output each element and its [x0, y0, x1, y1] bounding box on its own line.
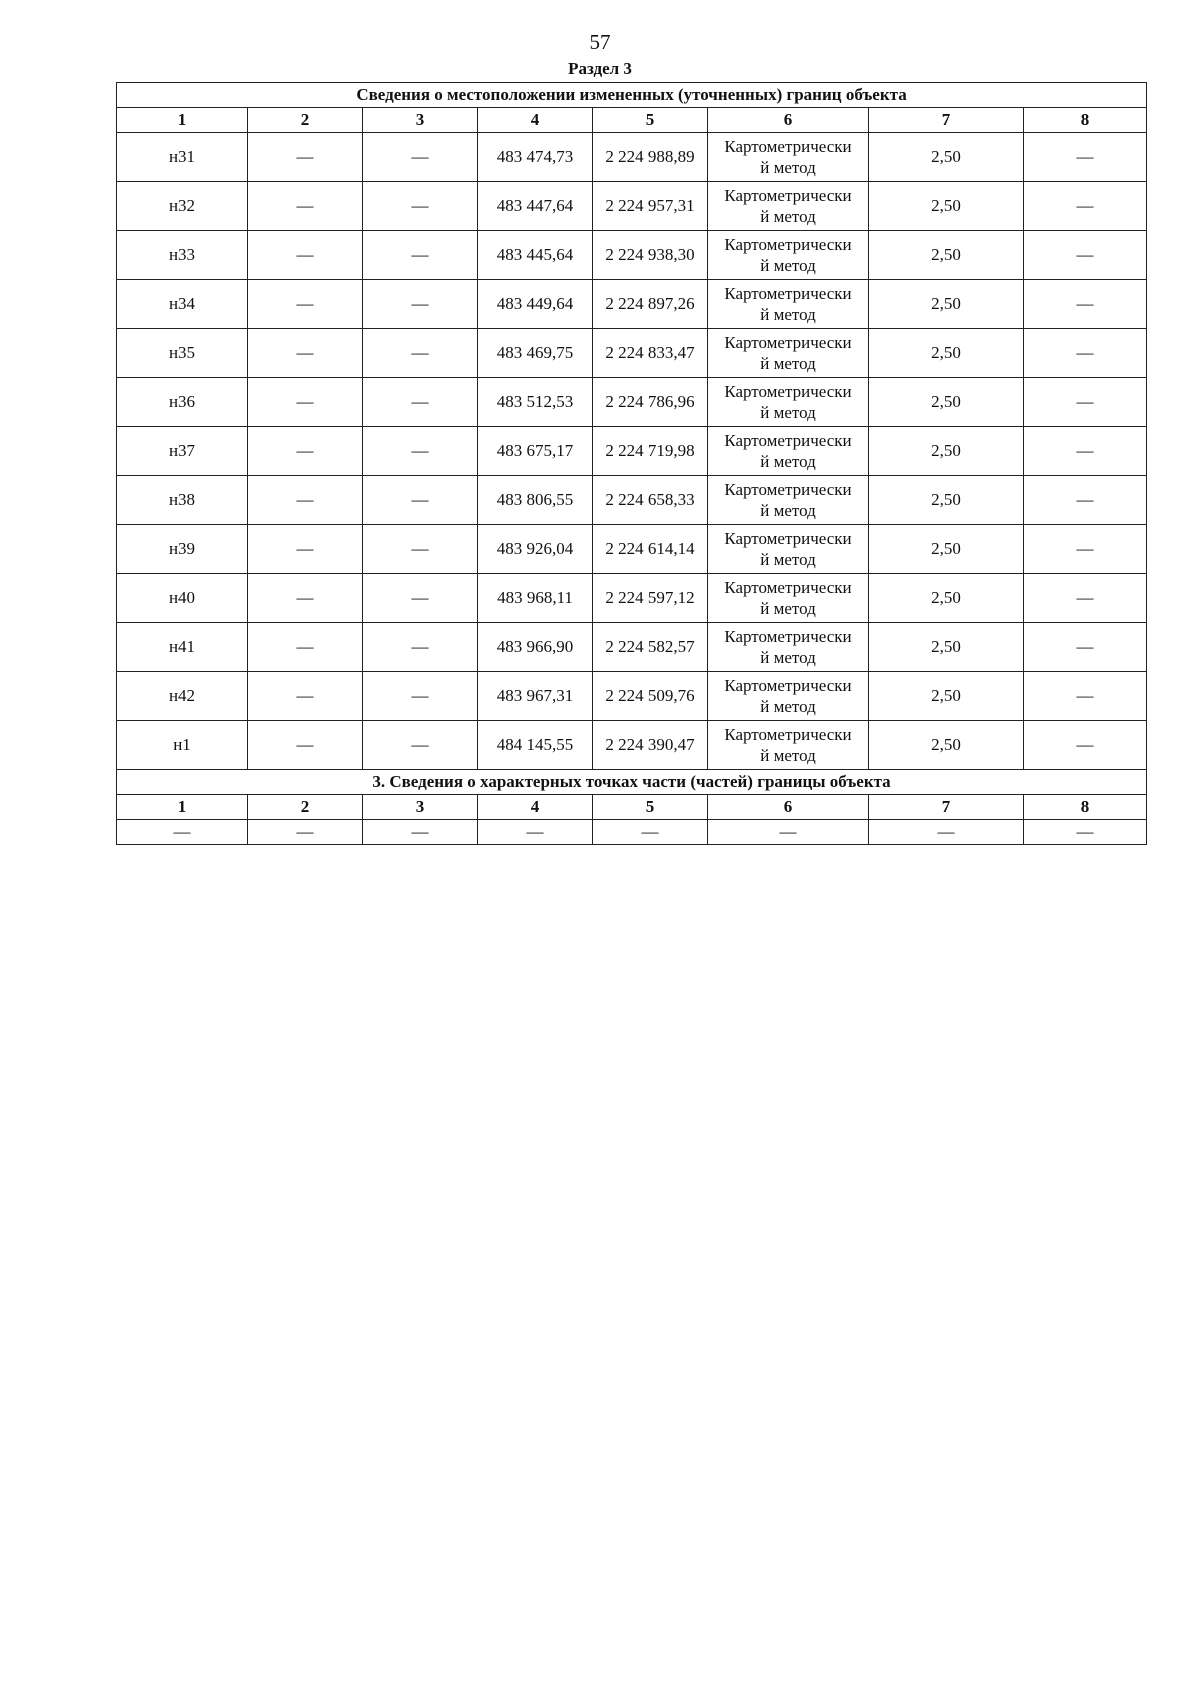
method-cell	[708, 476, 869, 525]
empty-value-cell: —	[248, 623, 363, 672]
table1-caption: Сведения о местоположении измененных (уточненных) границ объекта	[117, 83, 1147, 108]
table2-caption-row	[117, 770, 1147, 795]
x-coordinate-cell: 483 469,75	[478, 329, 593, 378]
table-row	[117, 820, 1147, 845]
method-cell	[708, 672, 869, 721]
point-name-cell: н33	[117, 231, 248, 280]
method-text-line-2: й метод	[760, 158, 816, 177]
x-coordinate-cell: 483 449,64	[478, 280, 593, 329]
x-coordinate-cell: 483 806,55	[478, 476, 593, 525]
point-name-cell: н40	[117, 574, 248, 623]
method-text-line-2: й метод	[760, 501, 816, 520]
empty-value-cell: —	[363, 623, 478, 672]
method-text-line-1: Картометрически	[724, 480, 852, 499]
method-text-line-2: й метод	[760, 256, 816, 275]
empty-value-cell: —	[248, 672, 363, 721]
method-cell	[708, 231, 869, 280]
column-header: 8	[1024, 795, 1147, 820]
accuracy-cell: 2,50	[869, 182, 1024, 231]
empty-value-cell: —	[248, 231, 363, 280]
method-cell	[708, 427, 869, 476]
method-cell	[708, 133, 869, 182]
column-header: 4	[478, 795, 593, 820]
table-row	[117, 231, 1147, 280]
accuracy-cell: 2,50	[869, 231, 1024, 280]
table-row	[117, 672, 1147, 721]
column-header: 7	[869, 795, 1024, 820]
y-coordinate-cell: 2 224 938,30	[593, 231, 708, 280]
empty-value-cell: —	[1024, 574, 1147, 623]
empty-value-cell: —	[248, 721, 363, 770]
table-row	[117, 721, 1147, 770]
point-name-cell: н31	[117, 133, 248, 182]
empty-value-cell: —	[248, 182, 363, 231]
column-header: 8	[1024, 108, 1147, 133]
point-name-cell: н1	[117, 721, 248, 770]
column-header: 3	[363, 795, 478, 820]
method-text-line-1: Картометрически	[724, 382, 852, 401]
method-text-line-2: й метод	[760, 207, 816, 226]
table-row	[117, 525, 1147, 574]
empty-value-cell: —	[363, 672, 478, 721]
empty-value-cell: —	[1024, 820, 1147, 845]
empty-value-cell: —	[1024, 329, 1147, 378]
y-coordinate-cell: 2 224 786,96	[593, 378, 708, 427]
accuracy-cell: 2,50	[869, 329, 1024, 378]
accuracy-cell: 2,50	[869, 525, 1024, 574]
column-header: 6	[708, 795, 869, 820]
table2-caption: 3. Сведения о характерных точках части (частей) границы объекта	[117, 770, 1147, 795]
y-coordinate-cell: 2 224 988,89	[593, 133, 708, 182]
empty-value-cell: —	[478, 820, 593, 845]
empty-value-cell: —	[1024, 280, 1147, 329]
column-header: 1	[117, 795, 248, 820]
empty-value-cell: —	[363, 231, 478, 280]
point-name-cell: н36	[117, 378, 248, 427]
empty-value-cell: —	[248, 378, 363, 427]
y-coordinate-cell: 2 224 833,47	[593, 329, 708, 378]
accuracy-cell: 2,50	[869, 476, 1024, 525]
empty-value-cell: —	[363, 574, 478, 623]
empty-value-cell: —	[1024, 623, 1147, 672]
point-name-cell: н39	[117, 525, 248, 574]
method-text-line-1: Картометрически	[724, 578, 852, 597]
empty-value-cell: —	[363, 820, 478, 845]
empty-value-cell: —	[1024, 672, 1147, 721]
table-row	[117, 329, 1147, 378]
accuracy-cell: 2,50	[869, 427, 1024, 476]
y-coordinate-cell: 2 224 719,98	[593, 427, 708, 476]
y-coordinate-cell: 2 224 597,12	[593, 574, 708, 623]
boundary-table	[116, 82, 1147, 845]
x-coordinate-cell: 483 967,31	[478, 672, 593, 721]
point-name-cell: н38	[117, 476, 248, 525]
table-row	[117, 378, 1147, 427]
column-header: 1	[117, 108, 248, 133]
empty-value-cell: —	[363, 427, 478, 476]
method-text-line-1: Картометрически	[724, 235, 852, 254]
method-text-line-1: Картометрически	[724, 431, 852, 450]
method-text-line-1: Картометрически	[724, 284, 852, 303]
method-text-line-1: Картометрически	[724, 676, 852, 695]
empty-value-cell: —	[869, 820, 1024, 845]
x-coordinate-cell: 483 445,64	[478, 231, 593, 280]
y-coordinate-cell: 2 224 509,76	[593, 672, 708, 721]
empty-value-cell: —	[248, 476, 363, 525]
x-coordinate-cell: 483 926,04	[478, 525, 593, 574]
y-coordinate-cell: 2 224 957,31	[593, 182, 708, 231]
empty-value-cell: —	[117, 820, 248, 845]
method-text-line-2: й метод	[760, 599, 816, 618]
column-header: 4	[478, 108, 593, 133]
method-text-line-2: й метод	[760, 452, 816, 471]
x-coordinate-cell: 483 675,17	[478, 427, 593, 476]
method-text-line-1: Картометрически	[724, 627, 852, 646]
empty-value-cell: —	[363, 721, 478, 770]
column-header: 7	[869, 108, 1024, 133]
method-text-line-2: й метод	[760, 305, 816, 324]
x-coordinate-cell: 483 474,73	[478, 133, 593, 182]
table1-header-row	[117, 108, 1147, 133]
method-cell	[708, 378, 869, 427]
column-header: 2	[248, 795, 363, 820]
table-row	[117, 280, 1147, 329]
table-row	[117, 623, 1147, 672]
empty-value-cell: —	[248, 427, 363, 476]
empty-value-cell: —	[248, 329, 363, 378]
page-number: 57	[589, 30, 611, 54]
empty-value-cell: —	[1024, 182, 1147, 231]
method-text-line-2: й метод	[760, 403, 816, 422]
point-name-cell: н32	[117, 182, 248, 231]
x-coordinate-cell: 483 968,11	[478, 574, 593, 623]
empty-value-cell: —	[1024, 231, 1147, 280]
method-text-line-1: Картометрически	[724, 137, 852, 156]
table-row	[117, 133, 1147, 182]
method-cell	[708, 280, 869, 329]
method-text-line-2: й метод	[760, 550, 816, 569]
table-row	[117, 476, 1147, 525]
table-row	[117, 182, 1147, 231]
x-coordinate-cell: 483 447,64	[478, 182, 593, 231]
y-coordinate-cell: 2 224 897,26	[593, 280, 708, 329]
empty-value-cell: —	[363, 280, 478, 329]
point-name-cell: н41	[117, 623, 248, 672]
column-header: 5	[593, 108, 708, 133]
accuracy-cell: 2,50	[869, 133, 1024, 182]
method-cell	[708, 329, 869, 378]
empty-value-cell: —	[248, 820, 363, 845]
y-coordinate-cell: 2 224 390,47	[593, 721, 708, 770]
empty-value-cell: —	[363, 329, 478, 378]
y-coordinate-cell: 2 224 658,33	[593, 476, 708, 525]
table-row	[117, 574, 1147, 623]
method-text-line-1: Картометрически	[724, 186, 852, 205]
column-header: 6	[708, 108, 869, 133]
accuracy-cell: 2,50	[869, 280, 1024, 329]
accuracy-cell: 2,50	[869, 378, 1024, 427]
method-text-line-2: й метод	[760, 697, 816, 716]
method-text-line-2: й метод	[760, 648, 816, 667]
empty-value-cell: —	[248, 525, 363, 574]
accuracy-cell: 2,50	[869, 574, 1024, 623]
x-coordinate-cell: 484 145,55	[478, 721, 593, 770]
y-coordinate-cell: 2 224 614,14	[593, 525, 708, 574]
empty-value-cell: —	[708, 820, 869, 845]
column-header: 5	[593, 795, 708, 820]
method-cell	[708, 182, 869, 231]
method-text-line-1: Картометрически	[724, 529, 852, 548]
point-name-cell: н37	[117, 427, 248, 476]
empty-value-cell: —	[363, 378, 478, 427]
x-coordinate-cell: 483 966,90	[478, 623, 593, 672]
empty-value-cell: —	[1024, 525, 1147, 574]
method-cell	[708, 721, 869, 770]
point-name-cell: н35	[117, 329, 248, 378]
empty-value-cell: —	[363, 525, 478, 574]
method-text-line-2: й метод	[760, 746, 816, 765]
y-coordinate-cell: 2 224 582,57	[593, 623, 708, 672]
empty-value-cell: —	[1024, 378, 1147, 427]
empty-value-cell: —	[363, 182, 478, 231]
accuracy-cell: 2,50	[869, 623, 1024, 672]
method-cell	[708, 623, 869, 672]
empty-value-cell: —	[363, 476, 478, 525]
method-cell	[708, 525, 869, 574]
table1-caption-row	[117, 83, 1147, 108]
point-name-cell: н42	[117, 672, 248, 721]
column-header: 3	[363, 108, 478, 133]
column-header: 2	[248, 108, 363, 133]
method-text-line-1: Картометрически	[724, 725, 852, 744]
empty-value-cell: —	[593, 820, 708, 845]
x-coordinate-cell: 483 512,53	[478, 378, 593, 427]
section-title: Раздел 3	[568, 59, 632, 78]
empty-value-cell: —	[1024, 427, 1147, 476]
empty-value-cell: —	[1024, 721, 1147, 770]
point-name-cell: н34	[117, 280, 248, 329]
empty-value-cell: —	[363, 133, 478, 182]
table2-header-row	[117, 795, 1147, 820]
accuracy-cell: 2,50	[869, 721, 1024, 770]
empty-value-cell: —	[248, 133, 363, 182]
accuracy-cell: 2,50	[869, 672, 1024, 721]
table-row	[117, 427, 1147, 476]
empty-value-cell: —	[1024, 476, 1147, 525]
empty-value-cell: —	[248, 280, 363, 329]
method-cell	[708, 574, 869, 623]
method-text-line-2: й метод	[760, 354, 816, 373]
method-text-line-1: Картометрически	[724, 333, 852, 352]
empty-value-cell: —	[248, 574, 363, 623]
empty-value-cell: —	[1024, 133, 1147, 182]
